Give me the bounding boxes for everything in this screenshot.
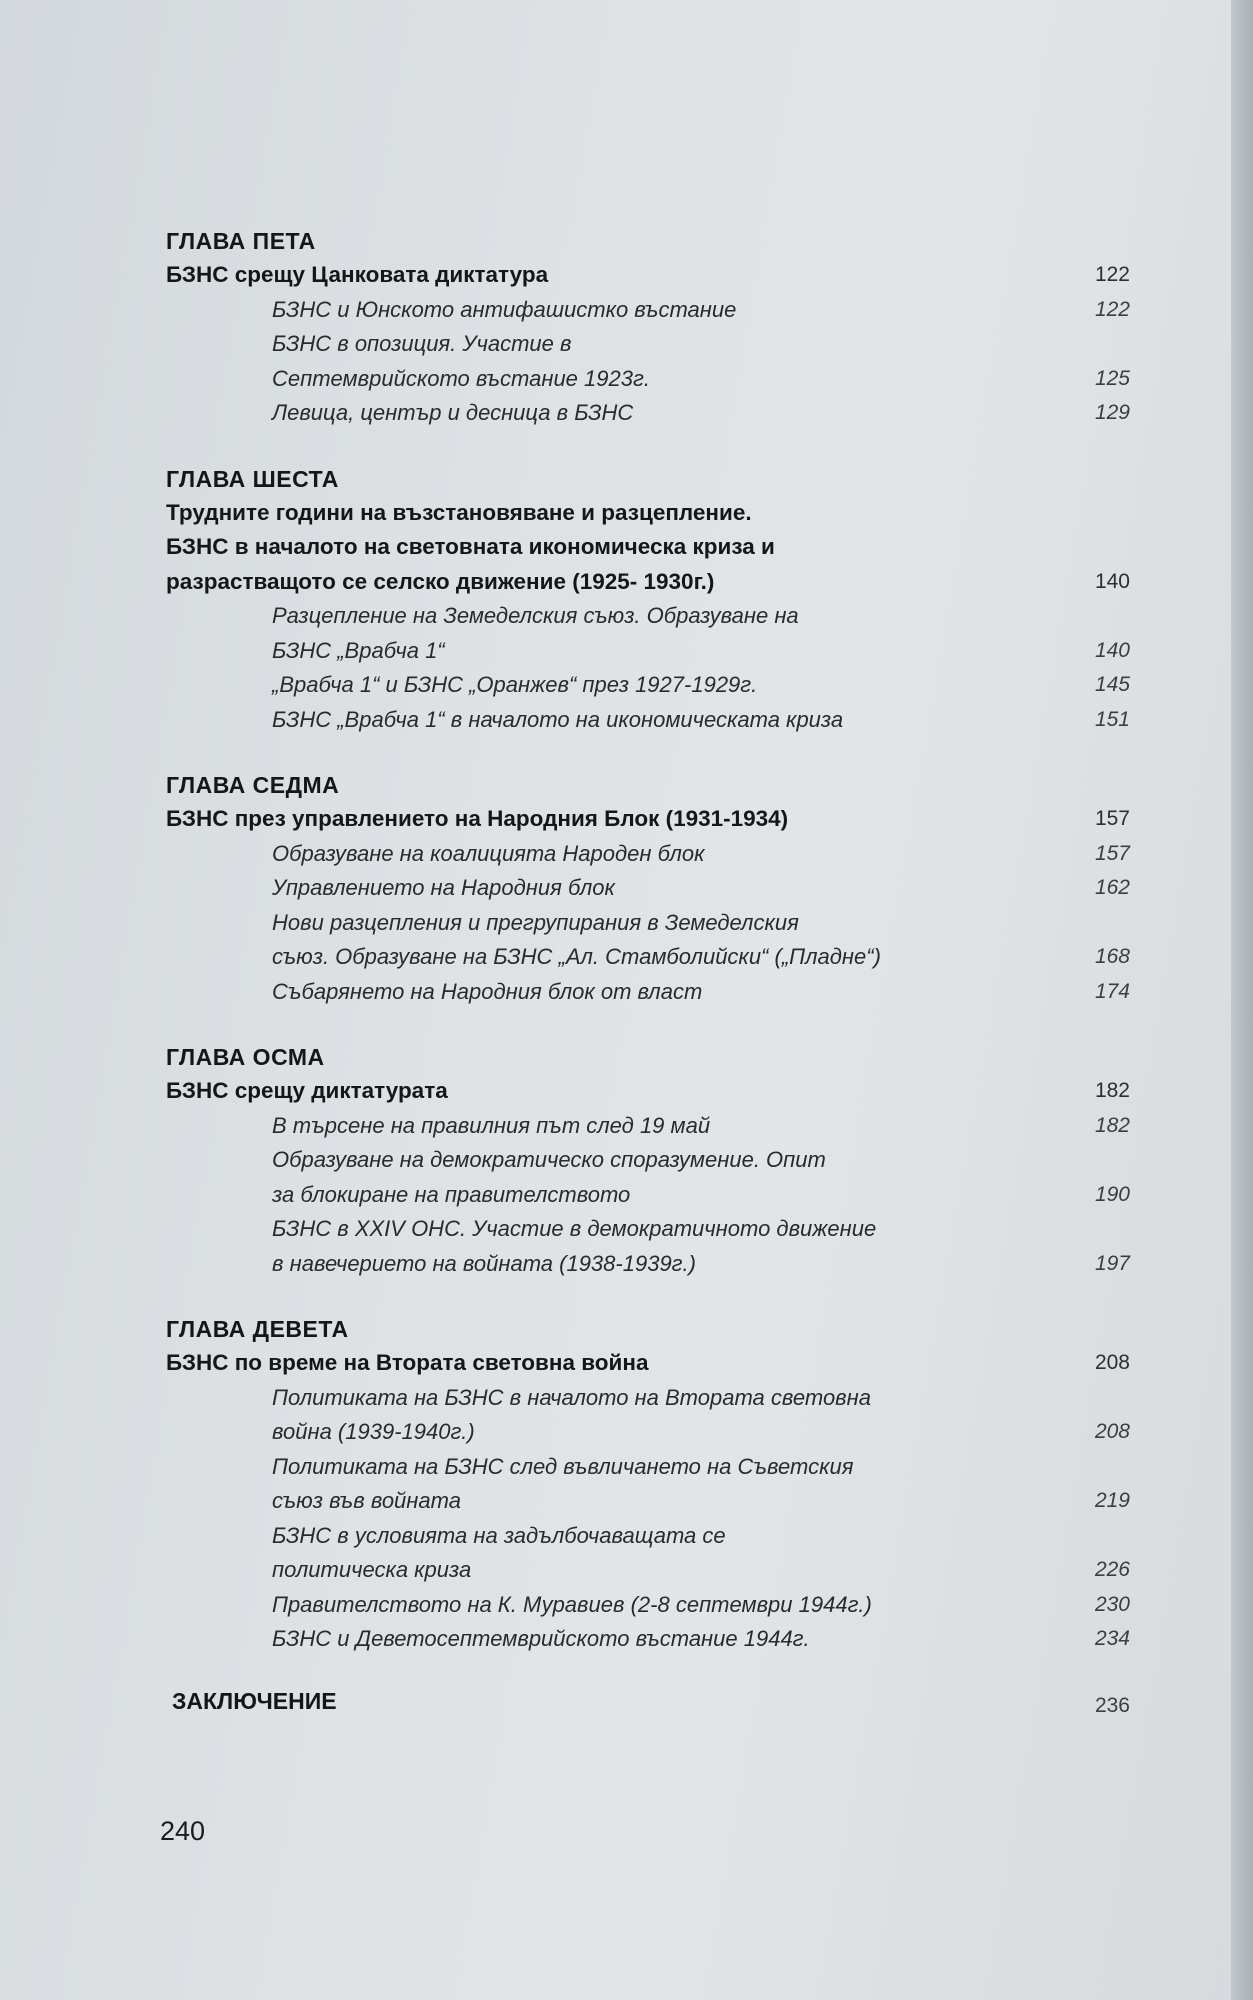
conclusion-entry [166,1684,1130,1718]
section-entry [166,906,1130,975]
section-line: Септемврийското въстание 1923г. [272,365,650,391]
chapter-title-line: БЗНС по време на Втората световна война [166,1350,649,1375]
section-entry [166,703,1130,738]
chapter-page-number: 182 [1094,1079,1130,1102]
chapter-page-number: 208 [1094,1351,1130,1374]
section-page-number: 230 [1094,1592,1130,1616]
section-line: Образуване на коалицията Народен блок [272,840,705,866]
section-line: политическа криза [272,1557,472,1582]
section-entry [166,1519,1130,1588]
section-line: Разцепление на Земеделския съюз. Образуване на [272,603,799,628]
section-line: БЗНС в опозиция. Участие в [272,331,572,356]
section-entry [166,327,1130,396]
conclusion-label: ЗАКЛЮЧЕНИЕ [172,1687,337,1714]
section-line: Политиката на БЗНС след въвличането на Съветския [272,1453,854,1479]
section-line: за блокиране на правителството [272,1181,631,1207]
section-page-number: 122 [1094,297,1130,321]
table-of-contents [166,224,1130,1718]
chapter-label: ГЛАВА СЕДМА [166,772,340,798]
section-line: БЗНС и Деветосептемврийското въстание 1944г. [272,1626,810,1651]
chapter-title [166,496,1130,600]
section-line: БЗНС в условията на задълбочаващата се [272,1522,726,1548]
conclusion-page-number: 236 [1094,1693,1130,1717]
section-line: Правителството на К. Муравиев (2-8 септември 1944г.) [272,1591,872,1617]
section-page-number: 129 [1094,401,1130,424]
section-page-number: 151 [1094,707,1130,731]
section-line: съюз. Образуване на БЗНС „Ал. Стамболийски“ („Пладне“) [272,944,881,969]
section-entry [166,1381,1130,1450]
chapter-block [166,462,1130,738]
section-entry [166,1143,1130,1212]
section-line: в навечерието на войната (1938-1939г.) [272,1250,696,1276]
section-entry [166,871,1130,906]
section-line: Управлението на Народния блок [272,875,615,900]
section-entry [166,975,1130,1010]
chapter-label: ГЛАВА ПЕТА [166,228,316,254]
chapter-title [166,1346,1130,1381]
chapter-title-line: БЗНС през управлението на Народния Блок (1931-1934) [166,806,789,831]
section-entry [166,1622,1130,1657]
section-line: БЗНС и Юнското антифашистко въстание [272,296,737,322]
chapter-title [166,1074,1130,1109]
section-page-number: 182 [1094,1113,1130,1137]
section-entry [166,1450,1130,1519]
section-line: БЗНС „Врабча 1“ в началото на икономическата криза [272,706,844,732]
section-page-number: 174 [1094,979,1130,1003]
chapter-block [166,1040,1130,1281]
section-entry [166,1212,1130,1281]
chapter-title-line: БЗНС срещу Цанковата диктатура [166,262,549,287]
chapter-title [166,258,1130,293]
section-page-number: 125 [1094,366,1130,390]
section-entry [166,293,1130,328]
chapter-title [166,802,1130,837]
chapter-block [166,1312,1130,1657]
section-line: В търсене на правилния път след 19 май [272,1112,711,1138]
section-line: БЗНС „Врабча 1“ [272,637,445,663]
chapter-title-line: Трудните години на възстановяване и разцепление. [166,499,752,525]
section-entry [166,599,1130,668]
section-page-number: 168 [1094,945,1130,968]
section-page-number: 157 [1094,841,1130,865]
section-line: БЗНС в XXIV ОНС. Участие в демократичното движение [272,1216,877,1241]
section-page-number: 190 [1094,1182,1130,1206]
section-line: Нови разцепления и прегрупирания в Земеделския [272,909,799,935]
section-line: Събарянето на Народния блок от власт [272,978,703,1004]
section-line: „Врабча 1“ и БЗНС „Оранжев“ през 1927-1929г. [272,672,758,697]
section-page-number: 226 [1094,1558,1130,1581]
section-page-number: 162 [1094,876,1130,899]
section-page-number: 234 [1094,1627,1130,1650]
section-entry [166,396,1130,431]
section-line: Образуване на демократическо споразумение. Опит [272,1147,826,1172]
chapter-title-line: БЗНС в началото на световната икономическа криза и [166,534,775,559]
section-line: Политиката на БЗНС в началото на Втората световна [272,1384,872,1410]
section-line: Левица, център и десница в БЗНС [272,400,634,425]
section-entry [166,668,1130,703]
chapter-page-number: 157 [1094,807,1130,830]
chapter-title-line: разрастващото се селско движение (1925- 1930г.) [166,568,715,594]
section-entry [166,837,1130,872]
section-entry [166,1109,1130,1144]
section-page-number: 145 [1094,673,1130,696]
section-line: съюз във войната [272,1488,461,1513]
book-spine-shadow [1231,0,1253,2000]
section-line: война (1939-1940г.) [272,1419,475,1444]
chapter-label: ГЛАВА ДЕВЕТА [166,1316,349,1342]
section-page-number: 208 [1094,1420,1130,1443]
chapter-title-line: БЗНС срещу диктатурата [166,1078,448,1103]
chapter-page-number: 122 [1094,263,1130,286]
page-number: 240 [160,1816,206,1846]
chapter-label: ГЛАВА ШЕСТА [166,465,339,492]
section-page-number: 219 [1094,1489,1130,1512]
section-page-number: 140 [1094,638,1130,662]
chapter-label: ГЛАВА ОСМА [166,1044,325,1070]
chapter-page-number: 140 [1094,569,1130,593]
section-entry [166,1588,1130,1623]
chapter-block [166,224,1130,431]
chapter-block [166,768,1130,1009]
section-page-number: 197 [1094,1251,1130,1275]
